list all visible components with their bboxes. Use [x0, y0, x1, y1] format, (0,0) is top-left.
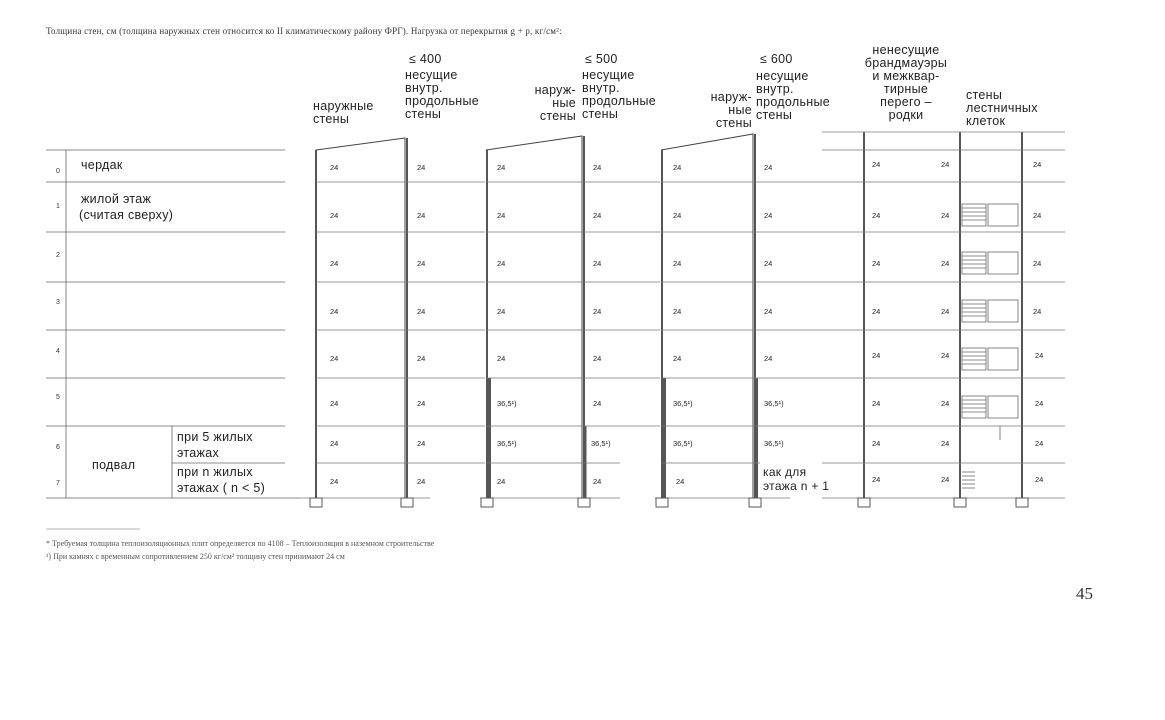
- value-cell: 24: [673, 211, 682, 220]
- value-cell: 24: [417, 211, 426, 220]
- value-cell: 24: [872, 160, 881, 169]
- value-cell: 24: [1033, 160, 1042, 169]
- foundation: [578, 498, 590, 507]
- header-line: наружные: [313, 99, 374, 113]
- value-cell: 24: [941, 160, 950, 169]
- value-cell: 24: [872, 399, 881, 408]
- value-cell: 24: [941, 259, 950, 268]
- header-line: клеток: [966, 114, 1006, 128]
- load-label-500: ≤ 500: [585, 52, 618, 66]
- value-cell: 36,5¹): [673, 399, 693, 408]
- foundation: [749, 498, 761, 507]
- value-cell: 24: [872, 211, 881, 220]
- value-cell: 24: [1033, 307, 1042, 316]
- stair-symbols: [962, 204, 1018, 488]
- row-label-living-floor-2: (считая сверху): [79, 208, 174, 222]
- header-line: несущие: [582, 68, 635, 82]
- value-cell: 24: [497, 163, 506, 172]
- value-cell: 24: [417, 259, 426, 268]
- value-cell: 24: [764, 211, 773, 220]
- value-cell: 24: [417, 439, 426, 448]
- value-cell: 24: [941, 475, 950, 484]
- value-cell: 24: [941, 351, 950, 360]
- footnote-2: ¹) При камнях с временным сопротивлением 250 кг/см² толщину стен принимают 24 см: [46, 552, 345, 561]
- header-line: стены: [966, 88, 1003, 102]
- value-cell: 24: [941, 307, 950, 316]
- foundation: [481, 498, 493, 507]
- foundation: [401, 498, 413, 507]
- value-cell: 24: [872, 351, 881, 360]
- row-label-attic: чердак: [81, 158, 123, 172]
- row-number: 0: [56, 168, 60, 175]
- building-block-1: [300, 138, 485, 507]
- header-line: тирные: [883, 82, 929, 96]
- header-line: внутр.: [756, 82, 794, 96]
- value-cell: 24: [872, 475, 881, 484]
- value-cell: 36,5¹): [764, 439, 784, 448]
- value-cell: 24: [417, 163, 426, 172]
- value-cell: 24: [497, 477, 506, 486]
- header-line: ные: [728, 103, 752, 117]
- building-block-4: [822, 132, 1065, 507]
- value-cell: 36,5¹): [673, 439, 693, 448]
- load-label-600: ≤ 600: [760, 52, 793, 66]
- foundation: [858, 498, 870, 507]
- value-same-as-n-plus-1-b: этажа n + 1: [763, 479, 830, 493]
- value-cell: 24: [673, 307, 682, 316]
- value-cell: 24: [417, 477, 426, 486]
- value-cell: 24: [593, 307, 602, 316]
- row-label-basement: подвал: [92, 458, 136, 472]
- value-cell: 24: [764, 307, 773, 316]
- header-line: продольные: [582, 94, 657, 108]
- value-cell: 24: [497, 259, 506, 268]
- value-cell: 24: [1033, 211, 1042, 220]
- value-cell: 36,5¹): [497, 439, 517, 448]
- value-cell: 24: [330, 211, 339, 220]
- value-cell: 24: [330, 439, 339, 448]
- header-line: стены: [405, 107, 442, 121]
- value-cell: 24: [417, 399, 426, 408]
- value-cell: 24: [417, 354, 426, 363]
- header-line: родки: [888, 108, 924, 122]
- value-cell: 24: [673, 163, 682, 172]
- basement-5-floors-2: этажах: [177, 446, 220, 460]
- value-cell: 24: [330, 477, 339, 486]
- header-line: продольные: [405, 94, 480, 108]
- value-cell: 24: [764, 259, 773, 268]
- value-cell: 24: [872, 259, 881, 268]
- value-cell: 24: [330, 259, 339, 268]
- value-cell: 24: [872, 439, 881, 448]
- header-line: несущие: [405, 68, 458, 82]
- row-number: 3: [56, 299, 60, 306]
- header-line: ные: [552, 96, 576, 110]
- header-line: несущие: [756, 69, 809, 83]
- value-cell: 24: [417, 307, 426, 316]
- row-label-living-floor-1: жилой этаж: [81, 192, 152, 206]
- value-cell: 24: [941, 211, 950, 220]
- header-line: внутр.: [582, 81, 620, 95]
- foundation: [954, 498, 966, 507]
- basement-n-floors-1: при n жилых: [177, 465, 253, 479]
- value-cell: 24: [764, 354, 773, 363]
- value-same-as-n-plus-1-a: как для: [763, 465, 807, 479]
- value-cell: 24: [673, 259, 682, 268]
- header-line: стены: [313, 112, 350, 126]
- value-cell: 24: [593, 399, 602, 408]
- basement-n-floors-2: этажах ( n < 5): [177, 481, 266, 495]
- value-cell: 24: [1035, 399, 1044, 408]
- header-line: наруж-: [710, 90, 752, 104]
- header-line: стены: [539, 109, 576, 123]
- page-number: 45: [1076, 584, 1093, 603]
- basement-5-floors-1: при 5 жилых: [177, 430, 253, 444]
- value-cell: 24: [497, 307, 506, 316]
- value-cell: 24: [593, 163, 602, 172]
- value-cell: 24: [872, 307, 881, 316]
- foundation: [656, 498, 668, 507]
- value-cell: 24: [1035, 439, 1044, 448]
- value-cell: 24: [330, 307, 339, 316]
- value-cell: 24: [497, 354, 506, 363]
- value-cell: 24: [673, 354, 682, 363]
- header-line: стены: [582, 107, 619, 121]
- value-cell: 24: [330, 399, 339, 408]
- value-cell: 24: [593, 354, 602, 363]
- value-cell: 36,5¹): [591, 439, 611, 448]
- header-line: перего –: [880, 95, 932, 109]
- value-cell: 24: [497, 211, 506, 220]
- value-cell: 24: [330, 354, 339, 363]
- value-cell: 24: [676, 477, 685, 486]
- value-cell: 24: [941, 399, 950, 408]
- footnote-1: * Требуемая толщина теплоизоляционных плит определяется по 4108 – Теплоизоляция в наземном строительстве: [46, 539, 435, 548]
- building-block-2: [480, 136, 660, 507]
- header-line: внутр.: [405, 81, 443, 95]
- value-cell: 24: [1035, 475, 1044, 484]
- load-label-400: ≤ 400: [409, 52, 442, 66]
- value-cell: 24: [593, 211, 602, 220]
- building-block-3: [655, 134, 822, 507]
- row-number: 7: [56, 480, 60, 487]
- row-number: 4: [56, 348, 60, 355]
- row-number: 1: [56, 203, 60, 210]
- header-line: и межквар-: [872, 69, 940, 83]
- value-cell: 24: [1033, 259, 1042, 268]
- value-cell: 24: [593, 477, 602, 486]
- header-line: ненесущие: [872, 43, 940, 57]
- value-cell: 24: [593, 259, 602, 268]
- value-cell: 24: [941, 439, 950, 448]
- foundation: [1016, 498, 1028, 507]
- table-caption: Толщина стен, см (толщина наружных стен относится ко II климатическому району ФРГ). Нагрузка от перекрытия g + p, кг/см²:: [46, 26, 562, 36]
- header-line: стены: [715, 116, 752, 130]
- row-number: 2: [56, 252, 60, 259]
- value-cell: 36,5¹): [497, 399, 517, 408]
- value-cell: 24: [330, 163, 339, 172]
- header-line: лестничных: [966, 101, 1038, 115]
- value-cell: 24: [764, 163, 773, 172]
- row-number: 5: [56, 394, 60, 401]
- row-number: 6: [56, 444, 60, 451]
- header-line: продольные: [756, 95, 831, 109]
- foundation: [310, 498, 322, 507]
- value-cell: 36,5¹): [764, 399, 784, 408]
- header-line: брандмауэры: [864, 56, 948, 70]
- header-line: наруж-: [534, 83, 576, 97]
- value-cell: 24: [1035, 351, 1044, 360]
- header-line: стены: [756, 108, 793, 122]
